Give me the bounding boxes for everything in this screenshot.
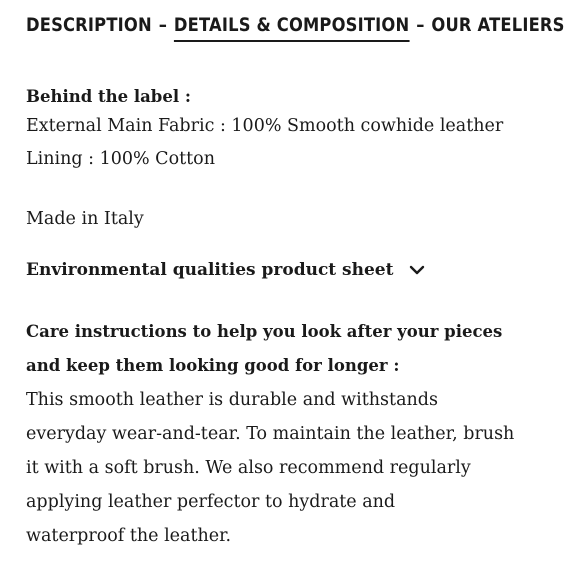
details-panel bbox=[26, 84, 566, 553]
care-heading bbox=[26, 315, 566, 383]
care-instructions bbox=[26, 383, 566, 553]
tab-our-ateliers[interactable]: OUR ATELIERS bbox=[431, 14, 565, 36]
care-body-line: applying leather perfector to hydrate and bbox=[26, 492, 396, 512]
care-heading-line: and keep them looking good for longer : bbox=[26, 356, 400, 375]
tab-separator: – bbox=[416, 14, 425, 36]
care-body-line: This smooth leather is durable and withstands bbox=[26, 390, 438, 410]
composition-lining: Lining : 100% Cotton bbox=[26, 149, 215, 169]
care-body-line: waterproof the leather. bbox=[26, 526, 232, 546]
care-body-line: everyday wear-and-tear. To maintain the leather, brush bbox=[26, 424, 515, 444]
tab-bar bbox=[26, 14, 565, 42]
chevron-down-icon bbox=[409, 262, 425, 278]
tab-separator: – bbox=[158, 14, 168, 36]
composition-main-fabric: External Main Fabric : 100% Smooth cowhide leather bbox=[26, 116, 504, 136]
label-heading: Behind the label : bbox=[26, 87, 191, 106]
environmental-sheet-label: Environmental qualities product sheet bbox=[26, 260, 394, 280]
tab-description[interactable]: DESCRIPTION bbox=[26, 14, 152, 36]
origin-text: Made in Italy bbox=[26, 209, 144, 229]
tab-details-composition[interactable]: DETAILS & COMPOSITION bbox=[174, 14, 409, 42]
environmental-sheet-toggle[interactable] bbox=[26, 256, 566, 284]
care-heading-line: Care instructions to help you look after your pieces bbox=[26, 322, 503, 341]
care-body-line: it with a soft brush. We also recommend regularly bbox=[26, 458, 471, 478]
